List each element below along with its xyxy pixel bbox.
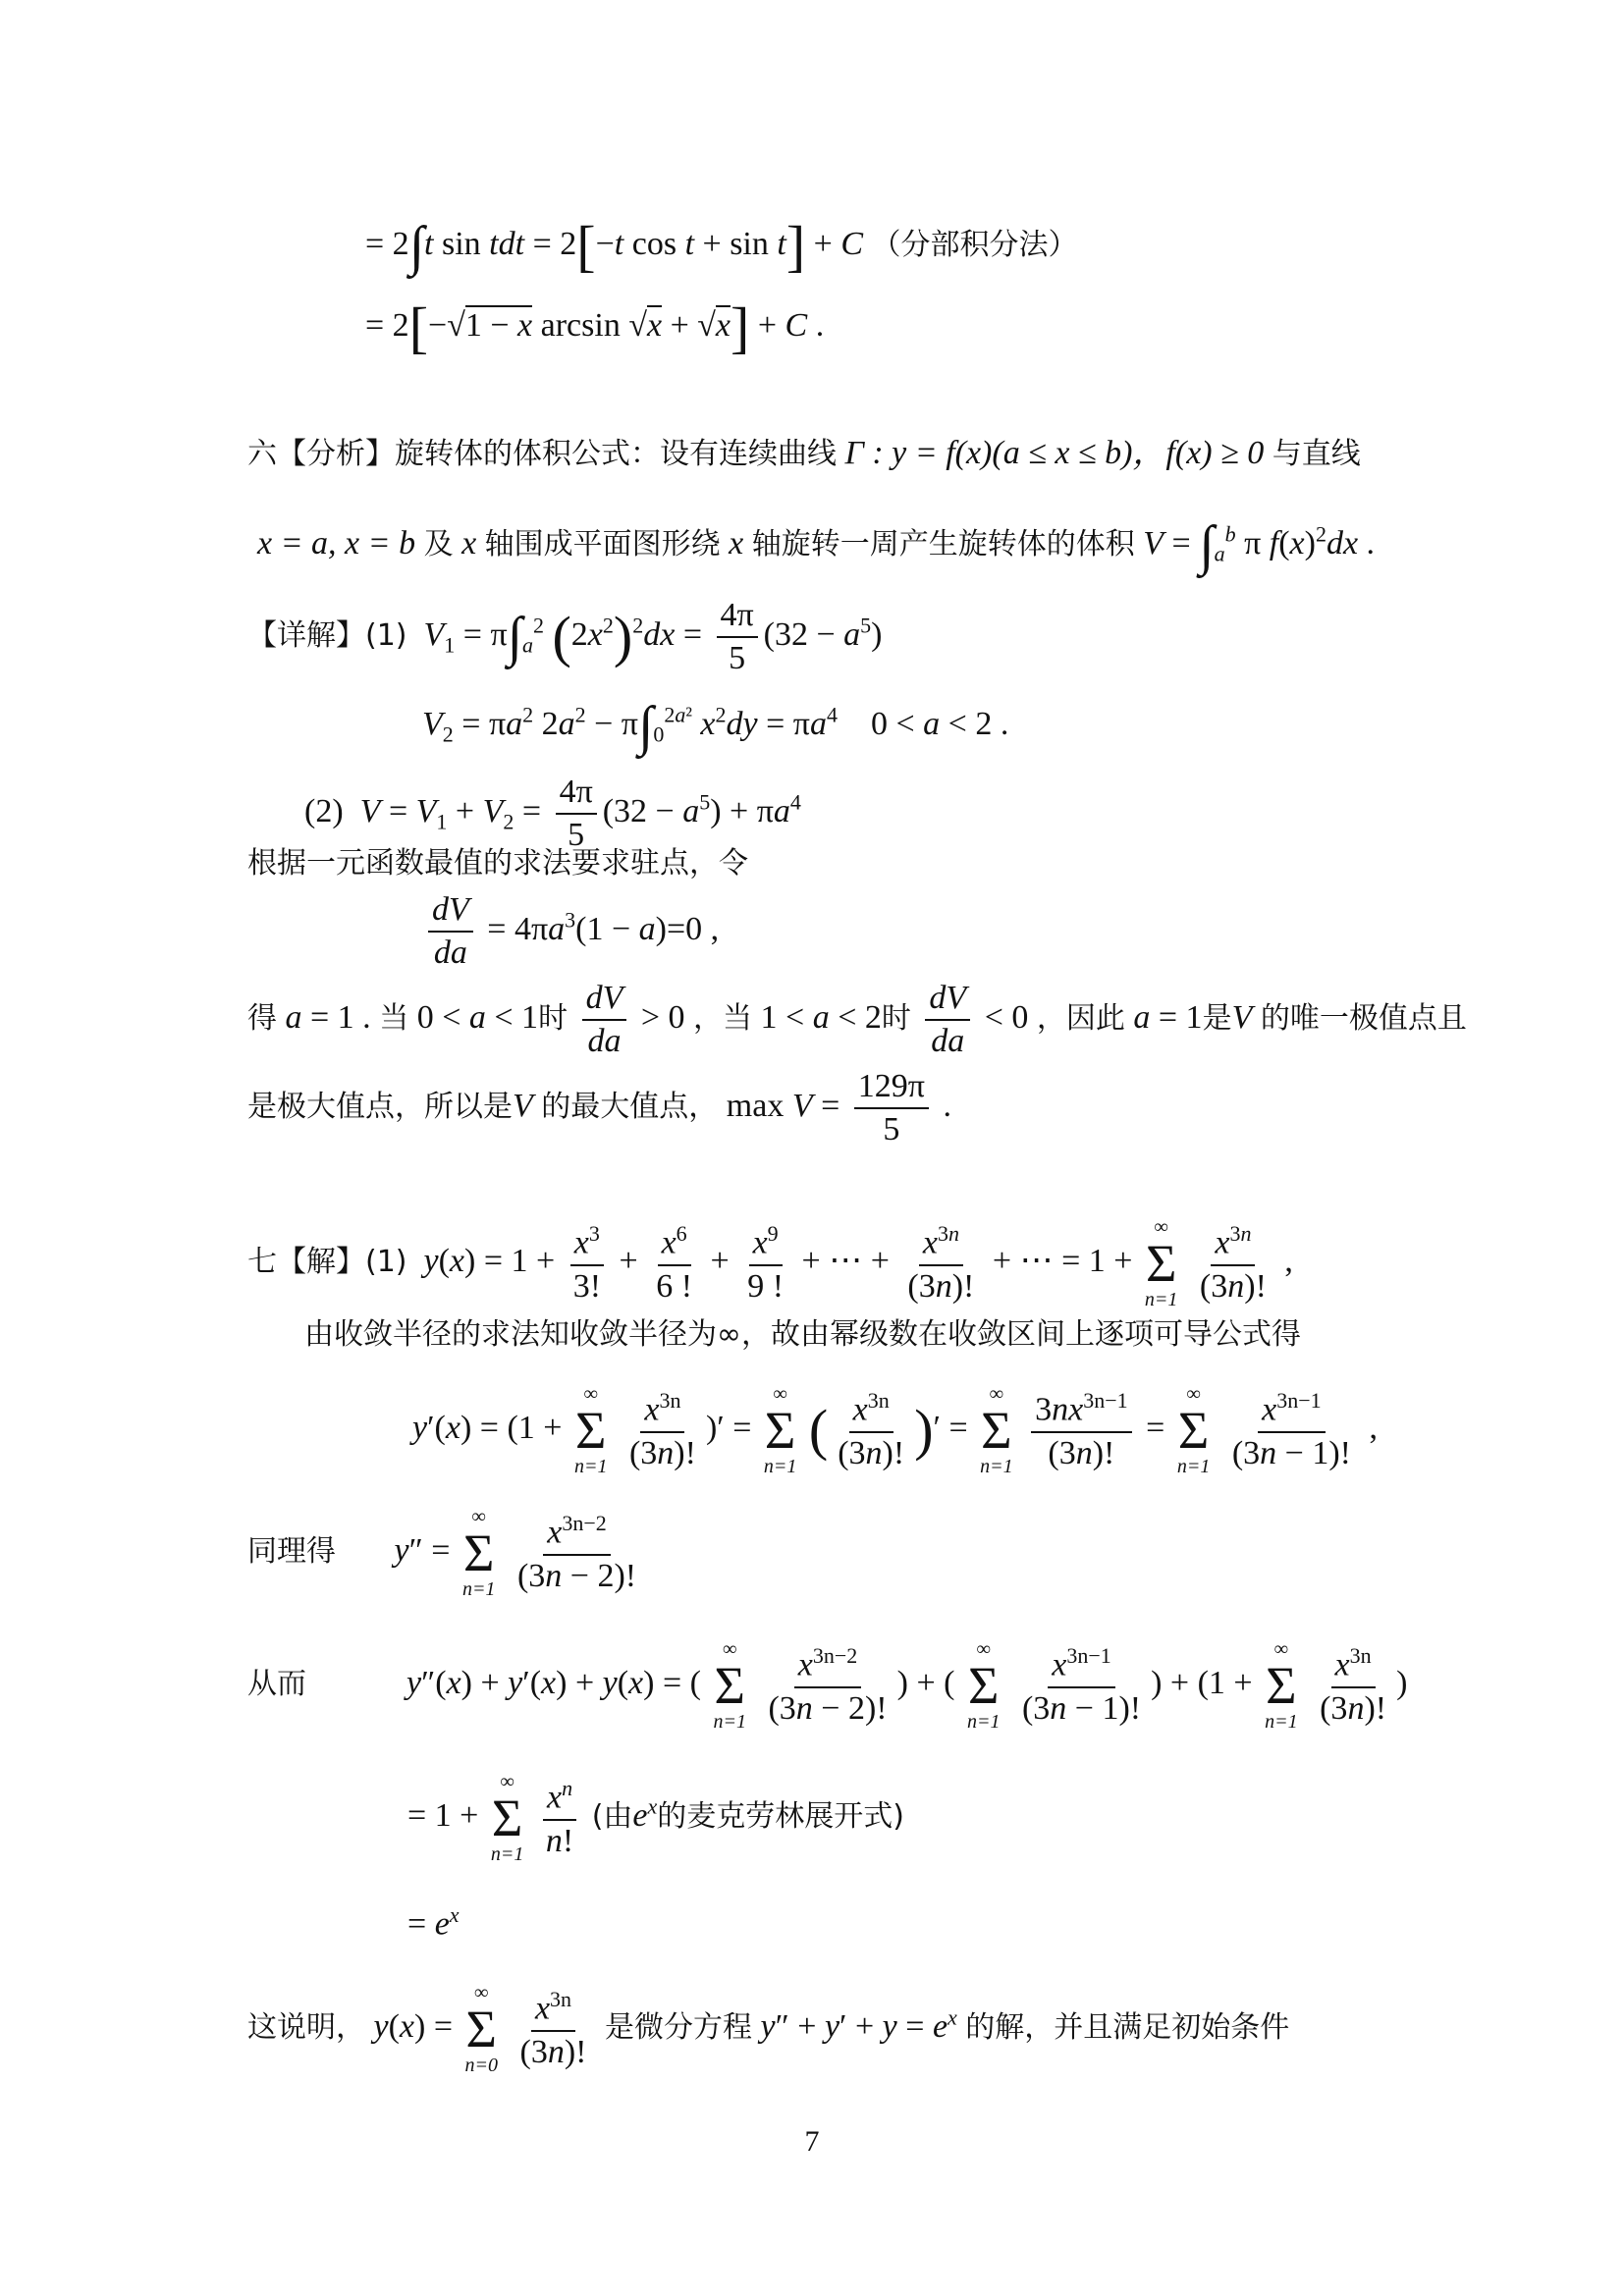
equation-result: = 2[−√1 − x arcsin √x + √x] + C . <box>365 295 825 359</box>
stationary-text: 根据一元函数最值的求法要求驻点，令 <box>247 846 748 881</box>
radius-text: 由收敛半径的求法知收敛半径为∞，故由幂级数在收敛区间上逐项可导公式得 <box>304 1317 1301 1352</box>
conclusion: 这说明， y(x) = ∞ Σ n=0 $\frac{x^{3n}}{(3n)!}$ 是微分方程 $y'' + y' + y = e^x$ 的解，并且满足初始条件 <box>247 1982 1290 2076</box>
equation-parts-integration: = 2∫t sin tdt = 2[−t cos t + sin t] + C （分部积分法） <box>365 214 1078 278</box>
part-two-sum: (2) $V = V_1 + V_2$ = $\frac{4\pi}{5}$ $(32 - a^5) + \pi a^4$ <box>304 774 801 853</box>
section-six-intro: 六【分析】旋转体的体积公式：设有连续曲线 Γ : y = f(x)(a ≤ x ≤ b)，f(x) ≥ 0 与直线 <box>247 435 1361 471</box>
section-seven-series: 七【解】(1) y(x) = 1 + $\frac{x^3}{3!}$ + $\frac{x^6}{6 !}$ + $\frac{x^9}{9 !}$ + ⋯ + $\frac{x^{3n}}{(3n)!}$ + ⋯ = 1 + ∞ Σ n=1 $\frac{x^{3n}}{(3n)!}$ , <box>247 1216 1293 1310</box>
derivative-eq: $\frac{dV}{da}$ = $4\pi a^3(1 - a)=0$ , <box>422 893 719 970</box>
sign-analysis: 得 a = 1 . 当 0 < a < 1时 $\frac{dV}{da}$ > 0 ，当 1 < a < 2时 $\frac{dV}{da}$ < 0 ，因此 a = 1是V 的唯一极值点且 <box>247 980 1467 1059</box>
detail-v1: 【详解】(1) $V_1 = \pi\int_a^2$ $(2x^2)^2dx$ = $\frac{4\pi}{5}$ $(32 - a^5)$ <box>247 597 883 676</box>
maclaurin-sum: = 1 + ∞ Σ n=1 $\frac{x^n}{n!}$ (由$e^x$的麦克劳林展开式) <box>407 1771 904 1865</box>
combined-sum: 从而 y″(x) + y′(x) + y(x) = ( ∞ Σ n=1 $\frac{x^{3n-2}}{(3n - 2)!}$ ) + ( ∞ Σ n=1 $\frac{x^{3n-1}}{(3n - 1)!}$ ) + (1 + ∞ Σ n=1 $\frac{x^{3n}}{(3n)!}$ ) <box>247 1638 1408 1733</box>
second-derivative: 同理得 y″ = ∞ Σ n=1 $\frac{x^{3n-2}}{(3n - 2)!}$ <box>247 1506 637 1600</box>
section-six-line2: x = a, x = b 及 x 轴围成平面图形绕 x 轴旋转一周产生旋转体的体积 $V = \int_a^b$ π $f(x)^2dx$ . <box>257 515 1376 576</box>
equals-ex: = $e^x$ <box>407 1902 460 1943</box>
parts-method-note: （分部积分法） <box>871 227 1078 262</box>
detail-v2: $V_2 = \pi a^2$ $2a^2 - \pi\int_0^{2a^2}$ $x^2dy = \pi a^4$ 0 < a < 2 . <box>422 696 1009 757</box>
first-derivative: y′(x) = (1 + ∞ Σ n=1 $\frac{x^{3n}}{(3n)!}$ )′ = ∞ Σ n=1 ( $\frac{x^{3n}}{(3n)!}$ )′ = ∞ Σ n=1 $\frac{3nx^{3n-1}}{(3n)!}$ = ∞ Σ n=1 $\frac{x^{3n-1}}{(3n - 1)!}$ , <box>412 1383 1378 1477</box>
page-number: 7 <box>804 2125 820 2158</box>
max-value: 是极大值点，所以是V 的最大值点， max V = $\frac{129\pi}{5}$ . <box>247 1068 951 1148</box>
